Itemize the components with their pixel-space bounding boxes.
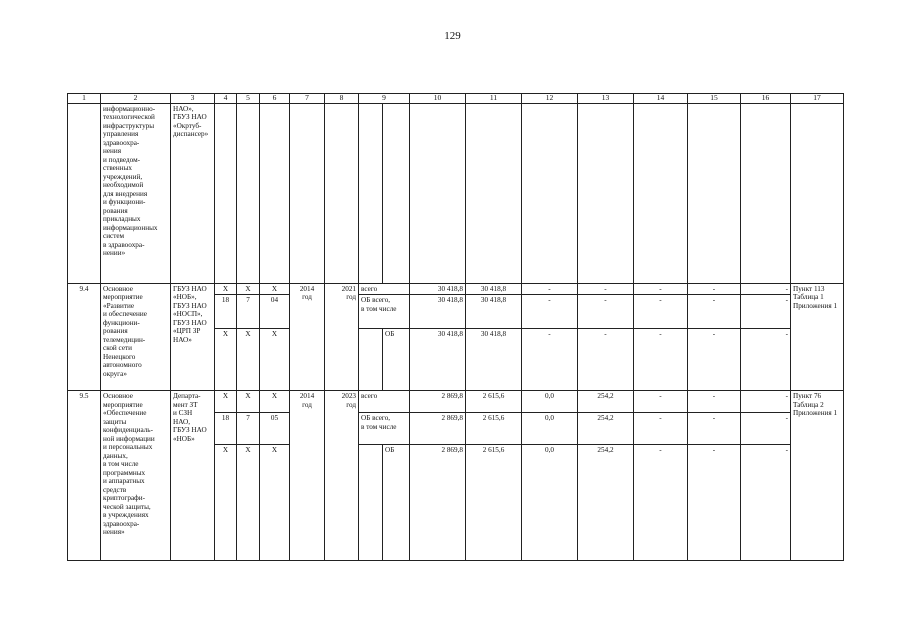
code-cell: Х [237, 445, 260, 561]
name-cell: информационно- технологической инфраструктуры управления здравоохра- нения и подведом- ственных учреждений, необходимой для внедрения и функциони- рования прикладных информационных систем в здравоохра- нении» [101, 104, 171, 284]
code-cell: Х [215, 329, 237, 391]
empty-cell [688, 104, 741, 284]
amount-cell: - [741, 413, 791, 445]
amount-cell: 2 869,8 [410, 391, 466, 413]
start-year-cell: 2014 год [290, 284, 325, 391]
empty-cell [237, 104, 260, 284]
code-cell: Х [215, 391, 237, 413]
source-cell: ОБ всего, в том числе [359, 295, 410, 329]
amount-cell: - [741, 329, 791, 391]
header-cell: 16 [741, 94, 791, 104]
header-cell: 17 [791, 94, 844, 104]
amount-cell: 30 418,8 [410, 329, 466, 391]
table-row-9-4-total [68, 284, 844, 295]
amount-cell: - [634, 445, 688, 561]
code-cell: Х [215, 445, 237, 561]
header-cell: 3 [171, 94, 215, 104]
amount-cell: - [741, 295, 791, 329]
empty-cell [260, 104, 290, 284]
amount-cell: - [688, 295, 741, 329]
header-cell: 5 [237, 94, 260, 104]
header-cell: 11 [466, 94, 522, 104]
amount-cell: - [634, 295, 688, 329]
header-cell: 12 [522, 94, 578, 104]
exec-cell: ГБУЗ НАО «НОБ», ГБУЗ НАО «НОСП», ГБУЗ НАО «ЦРП ЗР НАО» [171, 284, 215, 391]
name-cell: Основное мероприятие «Развитие и обеспечение функциони- рования телемедицин- ской сети Ненецкого автономного округа» [101, 284, 171, 391]
code-cell: Х [260, 445, 290, 561]
empty-cell [741, 104, 791, 284]
amount-cell: - [741, 284, 791, 295]
source-cell: всего [359, 284, 410, 295]
code-cell: Х [260, 391, 290, 413]
note-cell: Пункт 76 Таблица 2 Приложения 1 [791, 391, 844, 561]
source-cell: ОБ всего, в том числе [359, 413, 410, 445]
header-cell: 1 [68, 94, 101, 104]
code-cell: Х [237, 329, 260, 391]
end-year-cell: 2023 год [325, 391, 359, 561]
amount-cell: 2 615,6 [466, 445, 522, 561]
amount-cell: 30 418,8 [410, 284, 466, 295]
amount-cell: - [688, 445, 741, 561]
start-year-cell: 2014 год [290, 391, 325, 561]
empty-cell [466, 104, 522, 284]
header-row [68, 94, 844, 104]
note-cell: Пункт 113 Таблица 1 Приложения 1 [791, 284, 844, 391]
header-cell: 2 [101, 94, 171, 104]
source-cell: ОБ [383, 329, 410, 391]
amount-cell: 0,0 [522, 413, 578, 445]
end-year-cell: 2021 год [325, 284, 359, 391]
amount-cell: - [688, 284, 741, 295]
code-cell: Х [237, 391, 260, 413]
code-cell: Х [215, 284, 237, 295]
amount-cell: 0,0 [522, 445, 578, 561]
amount-cell: 30 418,8 [410, 295, 466, 329]
num-cell [68, 104, 101, 284]
amount-cell: 2 869,8 [410, 413, 466, 445]
header-cell: 10 [410, 94, 466, 104]
empty-cell [290, 104, 325, 284]
amount-cell: - [741, 391, 791, 413]
program-table [67, 93, 844, 561]
empty-cell [359, 445, 383, 561]
empty-cell [634, 104, 688, 284]
header-cell: 13 [578, 94, 634, 104]
header-cell: 8 [325, 94, 359, 104]
code-cell: 05 [260, 413, 290, 445]
amount-cell: - [688, 413, 741, 445]
source-cell: ОБ [383, 445, 410, 561]
amount-cell: - [741, 445, 791, 561]
amount-cell: - [688, 391, 741, 413]
source-cell: всего [359, 391, 410, 413]
empty-cell [215, 104, 237, 284]
amount-cell: 254,2 [578, 445, 634, 561]
amount-cell: 2 869,8 [410, 445, 466, 561]
amount-cell: 0,0 [522, 391, 578, 413]
amount-cell: - [634, 329, 688, 391]
amount-cell: - [634, 413, 688, 445]
empty-cell [359, 104, 383, 284]
table-row-continuation [68, 104, 844, 284]
code-cell: Х [260, 284, 290, 295]
exec-cell: Департа- мент ЗТ и СЗН НАО, ГБУЗ НАО «НОБ» [171, 391, 215, 561]
amount-cell: 254,2 [578, 413, 634, 445]
code-cell: 7 [237, 295, 260, 329]
code-cell: 04 [260, 295, 290, 329]
num-cell: 9.4 [68, 284, 101, 391]
amount-cell: 254,2 [578, 391, 634, 413]
code-cell: Х [260, 329, 290, 391]
header-cell: 4 [215, 94, 237, 104]
amount-cell: - [578, 295, 634, 329]
amount-cell: 2 615,6 [466, 413, 522, 445]
code-cell: 7 [237, 413, 260, 445]
empty-cell [359, 329, 383, 391]
header-cell: 14 [634, 94, 688, 104]
table-row-9-5-total [68, 391, 844, 413]
empty-cell [383, 104, 410, 284]
name-cell: Основное мероприятие «Обеспечение защиты конфиденциаль- ной информации и персональных данных, в том числе программных и аппаратных средств криптографи- ческой защиты, в учреждениях здравоохра- нения» [101, 391, 171, 561]
code-cell: 18 [215, 413, 237, 445]
amount-cell: 30 418,8 [466, 284, 522, 295]
amount-cell: - [578, 329, 634, 391]
page-number: 129 [444, 30, 461, 42]
header-cell: 7 [290, 94, 325, 104]
header-cell: 6 [260, 94, 290, 104]
amount-cell: 2 615,6 [466, 391, 522, 413]
amount-cell: - [634, 391, 688, 413]
empty-cell [578, 104, 634, 284]
amount-cell: 30 418,8 [466, 329, 522, 391]
empty-cell [325, 104, 359, 284]
code-cell: Х [237, 284, 260, 295]
empty-cell [410, 104, 466, 284]
num-cell: 9.5 [68, 391, 101, 561]
header-cell: 9 [359, 94, 410, 104]
header-cell: 15 [688, 94, 741, 104]
empty-cell [522, 104, 578, 284]
amount-cell: - [522, 295, 578, 329]
amount-cell: - [688, 329, 741, 391]
amount-cell: - [578, 284, 634, 295]
amount-cell: - [522, 284, 578, 295]
amount-cell: - [522, 329, 578, 391]
amount-cell: 30 418,8 [466, 295, 522, 329]
empty-cell [791, 104, 844, 284]
exec-cell: НАО», ГБУЗ НАО «Окртуб- диспансер» [171, 104, 215, 284]
code-cell: 18 [215, 295, 237, 329]
amount-cell: - [634, 284, 688, 295]
